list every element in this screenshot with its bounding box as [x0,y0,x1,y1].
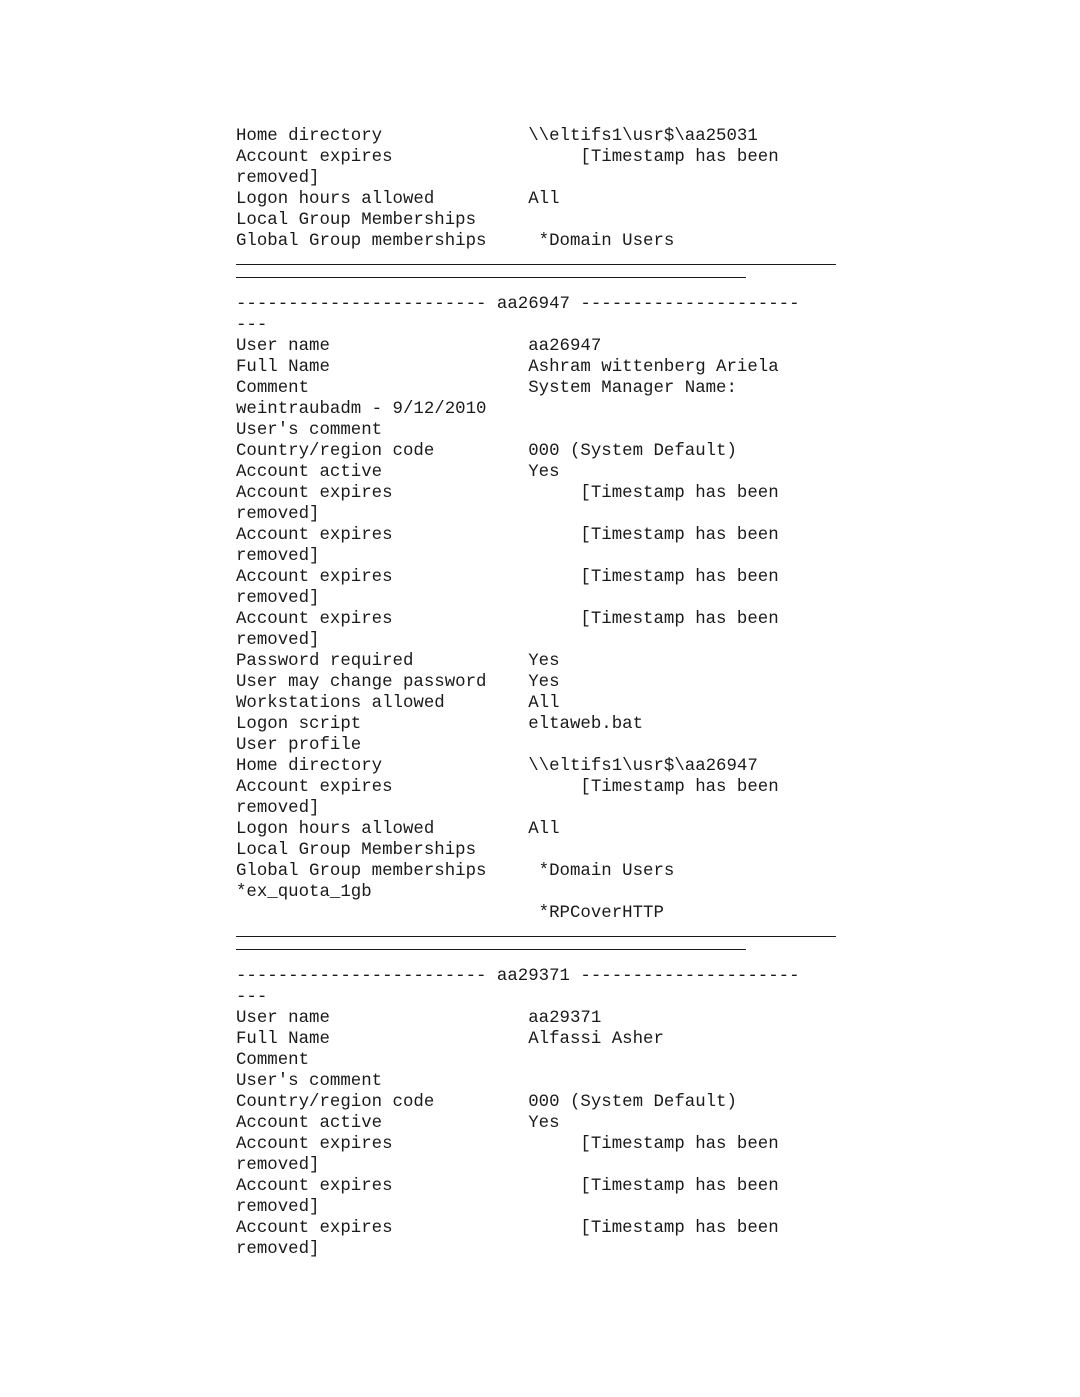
user-section-header: ------------------------ aa29371 --------------------- [236,967,800,986]
text-line: removed] [236,1198,320,1217]
text-line: Account active Yes [236,463,560,482]
text-line: Local Group Memberships [236,211,477,230]
text-line: removed] [236,631,320,650]
text-line: Comment [236,1051,310,1070]
text-line: Home directory \\eltifs1\usr$\aa25031 [236,127,758,146]
text-line: removed] [236,505,320,524]
text-line: Workstations allowed All [236,694,560,713]
text-line: User profile [236,736,362,755]
separator-rule [236,945,856,966]
text-line: Global Group memberships *Domain Users [236,232,675,251]
text-line: Account expires [Timestamp has been [236,148,779,167]
text-line: --- [236,316,268,335]
text-line: removed] [236,169,320,188]
text-line: removed] [236,799,320,818]
text-line: Account expires [Timestamp has been [236,778,779,797]
text-line: User's comment [236,1072,383,1091]
text-line: *ex_quota_1gb [236,883,372,902]
text-line: User's comment [236,421,383,440]
text-line: removed] [236,589,320,608]
text-line: Account active Yes [236,1114,560,1133]
separator-rule [236,273,856,294]
text-line: Logon script eltaweb.bat [236,715,644,734]
text-line: Password required Yes [236,652,560,671]
text-line: Account expires [Timestamp has been [236,610,779,629]
text-line: Account expires [Timestamp has been [236,1219,779,1238]
text-line: Logon hours allowed All [236,820,560,839]
text-line: User may change password Yes [236,673,560,692]
text-line: removed] [236,1156,320,1175]
text-line: User name aa26947 [236,337,602,356]
text-line: Logon hours allowed All [236,190,560,209]
text-line: Home directory \\eltifs1\usr$\aa26947 [236,757,758,776]
text-line: Account expires [Timestamp has been [236,1135,779,1154]
text-line: Full Name Alfassi Asher [236,1030,664,1049]
text-line: Country/region code 000 (System Default) [236,1093,737,1112]
text-line: User name aa29371 [236,1009,602,1028]
text-line: weintraubadm - 9/12/2010 [236,400,487,419]
text-line: Country/region code 000 (System Default) [236,442,737,461]
text-line: --- [236,988,268,1007]
text-line: Comment System Manager Name: [236,379,737,398]
text-line: removed] [236,1240,320,1259]
text-line: Account expires [Timestamp has been [236,1177,779,1196]
text-line: Local Group Memberships [236,841,477,860]
text-line: Global Group memberships *Domain Users [236,862,675,881]
text-line: Account expires [Timestamp has been [236,484,779,503]
text-line: removed] [236,547,320,566]
text-line: Account expires [Timestamp has been [236,568,779,587]
separator-rule [236,252,856,273]
text-line: Full Name Ashram wittenberg Ariela [236,358,779,377]
text-line: Account expires [Timestamp has been [236,526,779,545]
user-section-header: ------------------------ aa26947 --------------------- [236,295,800,314]
document-page [236,126,856,1260]
text-line: *RPCoverHTTP [236,904,664,923]
separator-rule [236,924,856,945]
